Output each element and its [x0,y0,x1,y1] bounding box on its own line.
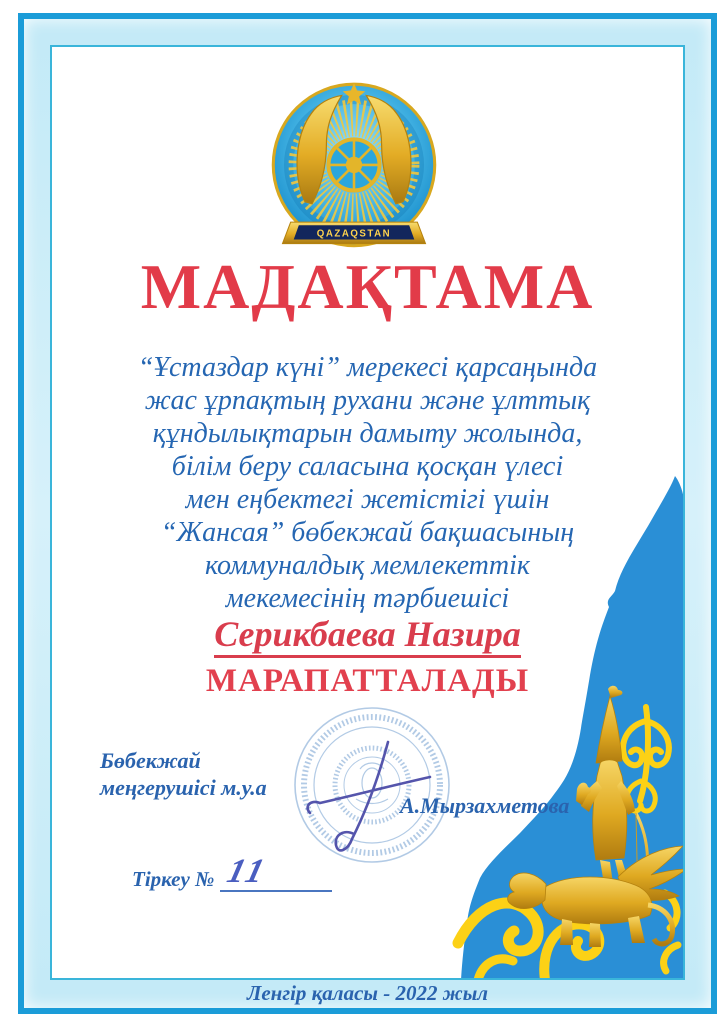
footer-city-year: Ленгір қаласы - 2022 жыл [246,981,489,1005]
body-line: құндылықтарын дамыту жолында, [152,418,583,449]
body-line: мекемесінің тәрбиешісі [225,583,510,614]
registration-label: Тіркеу № [132,867,215,891]
certificate-frame [18,13,717,1014]
body-line: “Ұстаздар күні” мерекесі қарсаңында [137,352,598,383]
body-line: жас ұрпақтың рухани және ұлттық [144,385,591,416]
signatory-name: А.Мырзахметова [400,793,570,818]
body-line: білім беру саласына қосқан үлесі [171,451,564,482]
recipient-name: Серикбаева Назира [52,613,683,656]
award-word: МАРАПАТТАЛАДЫ [205,663,530,699]
body-line: “Жансая” бөбекжай бақшасының [160,517,575,548]
emblem-shanyrak [328,139,379,190]
certificate-title: МАДАҚТАМА [140,251,595,322]
certificate-content [50,45,685,980]
registration-number-handwritten: 11 [223,853,271,890]
handwritten-signature [280,687,480,897]
registration-row [132,853,332,892]
body-line: мен еңбектегі жетістігі үшін [185,484,550,515]
body-line: коммуналдық мемлекеттік [204,550,531,581]
kazakhstan-emblem-icon [262,75,446,261]
emblem-banner [282,222,425,243]
emblem-banner-text: QAZAQSTAN [316,228,392,240]
signatory-position: Бөбекжай меңгерушісі м.у.а [100,748,267,800]
